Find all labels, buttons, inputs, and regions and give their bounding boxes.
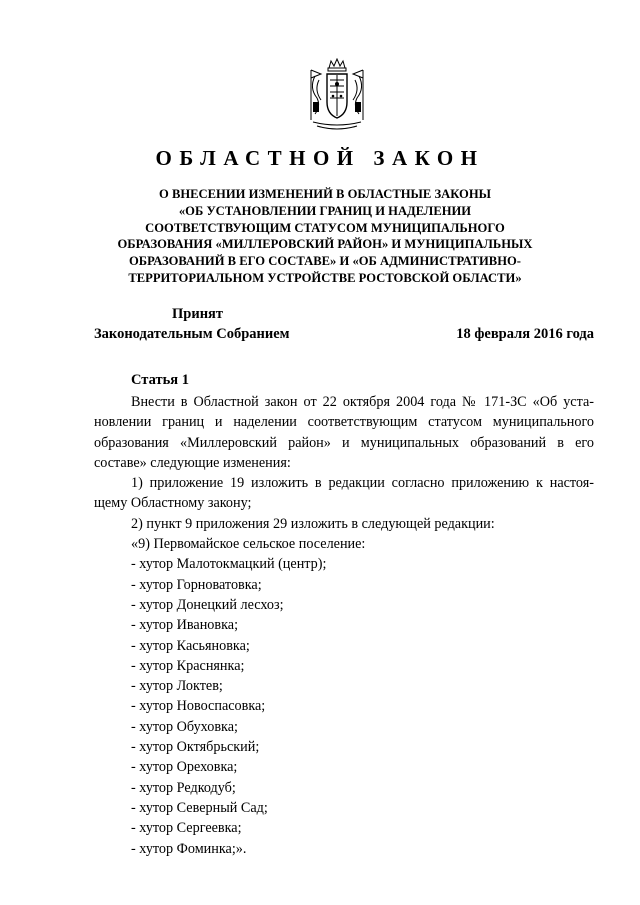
list-item: - хутор Донецкий лесхоз; (131, 596, 284, 613)
law-title-line: ОБРАЗОВАНИЙ В ЕГО СОСТАВЕ» И «ОБ АДМИНИСТРАТИВНО- (129, 254, 521, 269)
list-item: - хутор Касьяновка; (131, 637, 250, 654)
accepted-by: Законодательным Собранием (94, 326, 290, 342)
paragraph-line: новлении границ и наделении соответствующим статусом муниципального (94, 414, 594, 431)
list-item: - хутор Локтев; (131, 678, 223, 695)
paragraph-line: Внести в Областной закон от 22 октября 2004 года № 171-ЗС «Об уста- (131, 394, 594, 410)
document-type-heading: ОБЛАСТНОЙ ЗАКОН (155, 146, 485, 170)
item-line: 2) пункт 9 приложения 29 изложить в следующей редакции: (131, 515, 495, 532)
list-item: - хутор Горноватовка; (131, 576, 262, 593)
list-item: - хутор Ивановка; (131, 617, 239, 634)
law-title-line: СООТВЕТСТВУЮЩИМ СТАТУСОМ МУНИЦИПАЛЬНОГО (145, 220, 505, 235)
accepted-date: 18 февраля 2016 года (456, 326, 594, 342)
law-title-line: ТЕРРИТОРИАЛЬНОМ УСТРОЙСТВЕ РОСТОВСКОЙ ОБЛАСТИ» (128, 270, 522, 285)
list-item: - хутор Малотокмацкий (центр); (131, 556, 327, 573)
law-title-line: ОБРАЗОВАНИЯ «МИЛЛЕРОВСКИЙ РАЙОН» И МУНИЦИПАЛЬНЫХ (117, 237, 533, 252)
item-line: 1) приложение 19 изложить в редакции согласно приложению к настоя- (131, 475, 594, 492)
paragraph-line: составе» следующие изменения: (94, 454, 291, 471)
law-title-line: О ВНЕСЕНИИ ИЗМЕНЕНИЙ В ОБЛАСТНЫЕ ЗАКОНЫ (159, 187, 491, 201)
accepted-label: Принят (172, 306, 224, 322)
list-item: - хутор Новоспасовка; (131, 698, 266, 715)
law-title (90, 186, 560, 287)
law-title-line: «ОБ УСТАНОВЛЕНИИ ГРАНИЦ И НАДЕЛЕНИИ (178, 203, 472, 218)
list-item: - хутор Ореховка; (131, 759, 238, 776)
article-heading: Статья 1 (131, 372, 189, 388)
list-item: - хутор Обуховка; (131, 718, 238, 735)
article-body (94, 392, 594, 859)
settlement-heading: «9) Первомайское сельское поселение: (131, 536, 366, 553)
list-item: - хутор Северный Сад; (131, 799, 268, 816)
list-item: - хутор Октябрьский; (131, 739, 260, 756)
list-item: - хутор Краснянка; (131, 657, 245, 674)
item-line: щему Областному закону; (94, 495, 252, 512)
list-item: - хутор Сергеевка; (131, 820, 242, 837)
list-item: - хутор Фоминка;». (131, 840, 247, 857)
coat-of-arms-emblem (305, 58, 369, 132)
paragraph-line: образования «Миллеровский район» и муниципальных образований в его (94, 434, 594, 451)
list-item: - хутор Редкодуб; (131, 779, 236, 796)
